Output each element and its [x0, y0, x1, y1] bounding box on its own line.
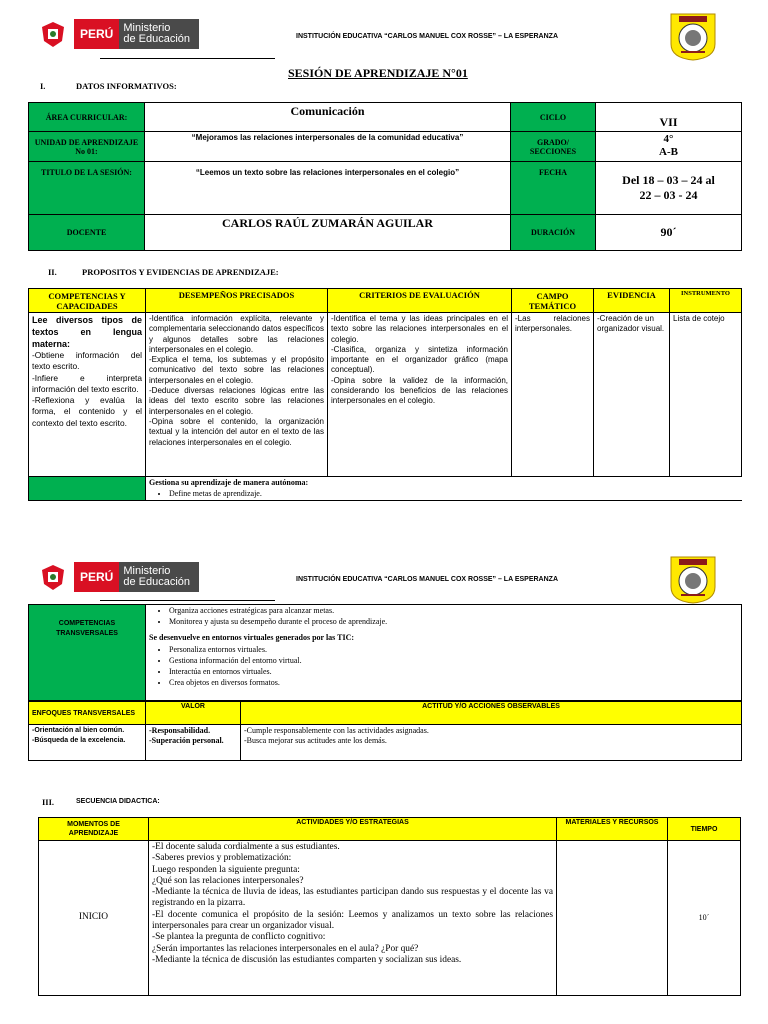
campo-cell: -Las relaciones interpersonales. — [512, 313, 594, 477]
col-evidencia: EVIDENCIA — [594, 289, 670, 313]
purposes-table — [28, 288, 742, 501]
transversales-top-list — [149, 605, 738, 627]
titulo-label: TITULO DE LA SESIÓN: — [29, 162, 145, 215]
momento-cell: INICIO — [39, 841, 149, 996]
col-materiales: MATERIALES Y RECURSOS — [557, 818, 668, 841]
duracion-label: DURACIÓN — [511, 215, 596, 251]
list-item: • Monitorea y ajusta su desempeño durante el proceso de aprendizaje. — [169, 616, 738, 627]
section-2-label: PROPOSITOS Y EVIDENCIAS DE APRENDIZAJE: — [82, 267, 279, 277]
col-criterios: CRITERIOS DE EVALUACIÓN — [328, 289, 512, 313]
col-desempenos: DESEMPEÑOS PRECISADOS — [146, 289, 328, 313]
institution-name: INSTITUCIÓN EDUCATIVA “CARLOS MANUEL COX ROSSE” – LA ESPERANZA — [296, 33, 558, 40]
col-competencias: COMPETENCIAS Y CAPACIDADES — [29, 289, 146, 313]
titulo-value: “Leemos un texto sobre las relaciones interpersonales en el colegio” — [145, 162, 511, 215]
competencia-cell — [29, 313, 146, 477]
section-2-number: II. — [48, 267, 57, 277]
grado-value: 4° A-B — [596, 132, 742, 162]
peru-shield-icon — [38, 19, 68, 49]
desempenos-cell: -Identifica información explícita, relevante y complementaria seleccionando datos específicos y algunos detalles sobre las relaciones interpersonales en el colegio. -Explica el tema, los subtemas y el propósito comunicativo del texto sobre las relaciones interpersonales en el colegio. -Deduce diversas relaciones lógicas entre las ideas del texto escrito sobre las relaciones interpersonales en el colegio. -Opina sobre el contenido, la organización textual y la intención del autor en el texto de las relaciones interpersonales en el colegio. — [146, 313, 328, 477]
duracion-value: 90´ — [596, 215, 742, 251]
instrumento-cell: Lista de cotejo — [670, 313, 742, 477]
col-actividades: ACTIVIDADES Y/O ESTRATEGIAS — [149, 818, 557, 841]
materiales-cell — [557, 841, 668, 996]
list-item: • Crea objetos en diversos formatos. — [169, 677, 738, 688]
competencia-text: -Obtiene información del texto escrito. -Infiere e interpreta información del texto escrito. -Reflexiona y evalúa la forma, el contenido y el contexto del texto escrito. — [32, 350, 142, 428]
fecha-label: FECHA — [511, 162, 596, 215]
list-item: • Personaliza entornos virtuales. — [169, 644, 738, 655]
transversales-label: COMPETENCIAS TRANSVERSALES — [29, 605, 146, 701]
tiempo-cell: 10´ — [668, 841, 741, 996]
list-item: • Interactúa en entornos virtuales. — [169, 666, 738, 677]
ciclo-label: CICLO — [511, 103, 596, 132]
list-item: • Gestiona información del entorno virtual. — [169, 655, 738, 666]
transversales-table — [28, 604, 742, 701]
col-campo: CAMPO TEMÁTICO — [512, 289, 594, 313]
actividades-cell: -El docente saluda cordialmente a sus estudiantes. -Saberes previos y problematización: Luego responden la siguiente pregunta: ¿Qué son las relaciones interpersonales? -Mediante la técnica de lluvia de ideas, las estudiantes participan dando sus respuestas y el docente las va registrando en la pizarra. -El docente comunica el propósito de la sesión: Leemos y analizamos un texto sobre las relaciones interpersonales para crear un organizador visual. -Se plantea la pregunta de conflicto cognitivo: ¿Serán importantes las relaciones interpersonales en el aula? ¿Por qué? -Mediante la técnica de discusión las estudiantes comparten y socializan sus ideas. — [149, 841, 557, 996]
grado-label: GRADO/ SECCIONES — [511, 132, 596, 162]
transversales-cell — [146, 605, 742, 701]
valor-cell: -Responsabilidad. -Superación personal. — [146, 725, 241, 761]
criterios-cell: -Identifica el tema y las ideas principales en el texto sobre las relaciones interpersonales en el colegio. -Clasifica, organiza y sintetiza información importante en el organizador gráfico (mapa conceptual). -Opina sobre la validez de la información, considerando los beneficios de las relaciones interpersonales en el colegio. — [328, 313, 512, 477]
page-title: SESIÓN DE APRENDIZAJE N°01 — [288, 66, 468, 80]
minedu-logo-page2 — [38, 561, 199, 593]
col-instrumento: INSTRUMENTO — [670, 289, 742, 313]
header-divider-page2 — [100, 600, 275, 601]
tic-title: Se desenvuelve en entornos virtuales generados por las TIC: — [149, 633, 355, 642]
ciclo-value: VII — [596, 103, 742, 132]
list-item: • Define metas de aprendizaje. — [169, 488, 739, 499]
col-momentos: MOMENTOS DE APRENDIZAJE — [39, 818, 149, 841]
section-3-label: SECUENCIA DIDACTICA: — [76, 798, 160, 805]
col-actitud: ACTITUD Y/O ACCIONES OBSERVABLES — [241, 702, 742, 725]
institution-name-page2: INSTITUCIÓN EDUCATIVA “CARLOS MANUEL COX ROSSE” – LA ESPERANZA — [296, 576, 558, 583]
list-item: • Organiza acciones estratégicas para alcanzar metas. — [169, 605, 738, 616]
col-tiempo: TIEMPO — [668, 818, 741, 841]
minedu-logo — [38, 18, 199, 50]
enfoques-cell: -Orientación al bien común. -Búsqueda de la excelencia. — [29, 725, 146, 761]
docente-value: CARLOS RAÚL ZUMARÁN AGUILAR — [145, 215, 511, 251]
area-label: ÁREA CURRICULAR: — [29, 103, 145, 132]
secuencia-table — [38, 817, 741, 996]
ministerio-label: Ministerio de Educación — [119, 19, 199, 49]
peru-shield-icon — [38, 562, 68, 592]
unidad-label: UNIDAD DE APRENDIZAJE No 01: — [29, 132, 145, 162]
competencia-title: Lee diversos tipos de textos en lengua materna: — [32, 315, 142, 349]
ministerio-label: Ministerio de Educación — [119, 562, 199, 592]
evidencia-cell: -Creación de un organizador visual. — [594, 313, 670, 477]
section-1-label: DATOS INFORMATIVOS: — [76, 81, 177, 91]
area-value: Comunicación — [145, 103, 511, 132]
school-emblem-icon — [667, 10, 719, 62]
autonoma-list — [149, 488, 739, 499]
section-1-number: I. — [40, 81, 46, 91]
enfoques-table — [28, 701, 742, 761]
header-divider — [100, 58, 275, 59]
school-emblem-icon — [667, 553, 719, 605]
peru-label: PERÚ — [74, 562, 119, 592]
col-enfoques: ENFOQUES TRANSVERSALES — [29, 702, 146, 725]
info-table — [28, 102, 742, 251]
unidad-value: “Mejoramos las relaciones interpersonales de la comunidad educativa” — [145, 132, 511, 162]
autonoma-title: Gestiona su aprendizaje de manera autónoma: — [149, 478, 309, 487]
autonoma-cell — [146, 477, 742, 501]
autonoma-label-cell — [29, 477, 146, 501]
tic-list — [149, 644, 738, 688]
docente-label: DOCENTE — [29, 215, 145, 251]
peru-label: PERÚ — [74, 19, 119, 49]
section-3-number: III. — [42, 797, 55, 807]
col-valor: VALOR — [146, 702, 241, 725]
fecha-value: Del 18 – 03 – 24 al 22 – 03 - 24 — [596, 162, 742, 215]
actitud-cell: -Cumple responsablemente con las actividades asignadas. -Busca mejorar sus actitudes ante los demás. — [241, 725, 742, 761]
